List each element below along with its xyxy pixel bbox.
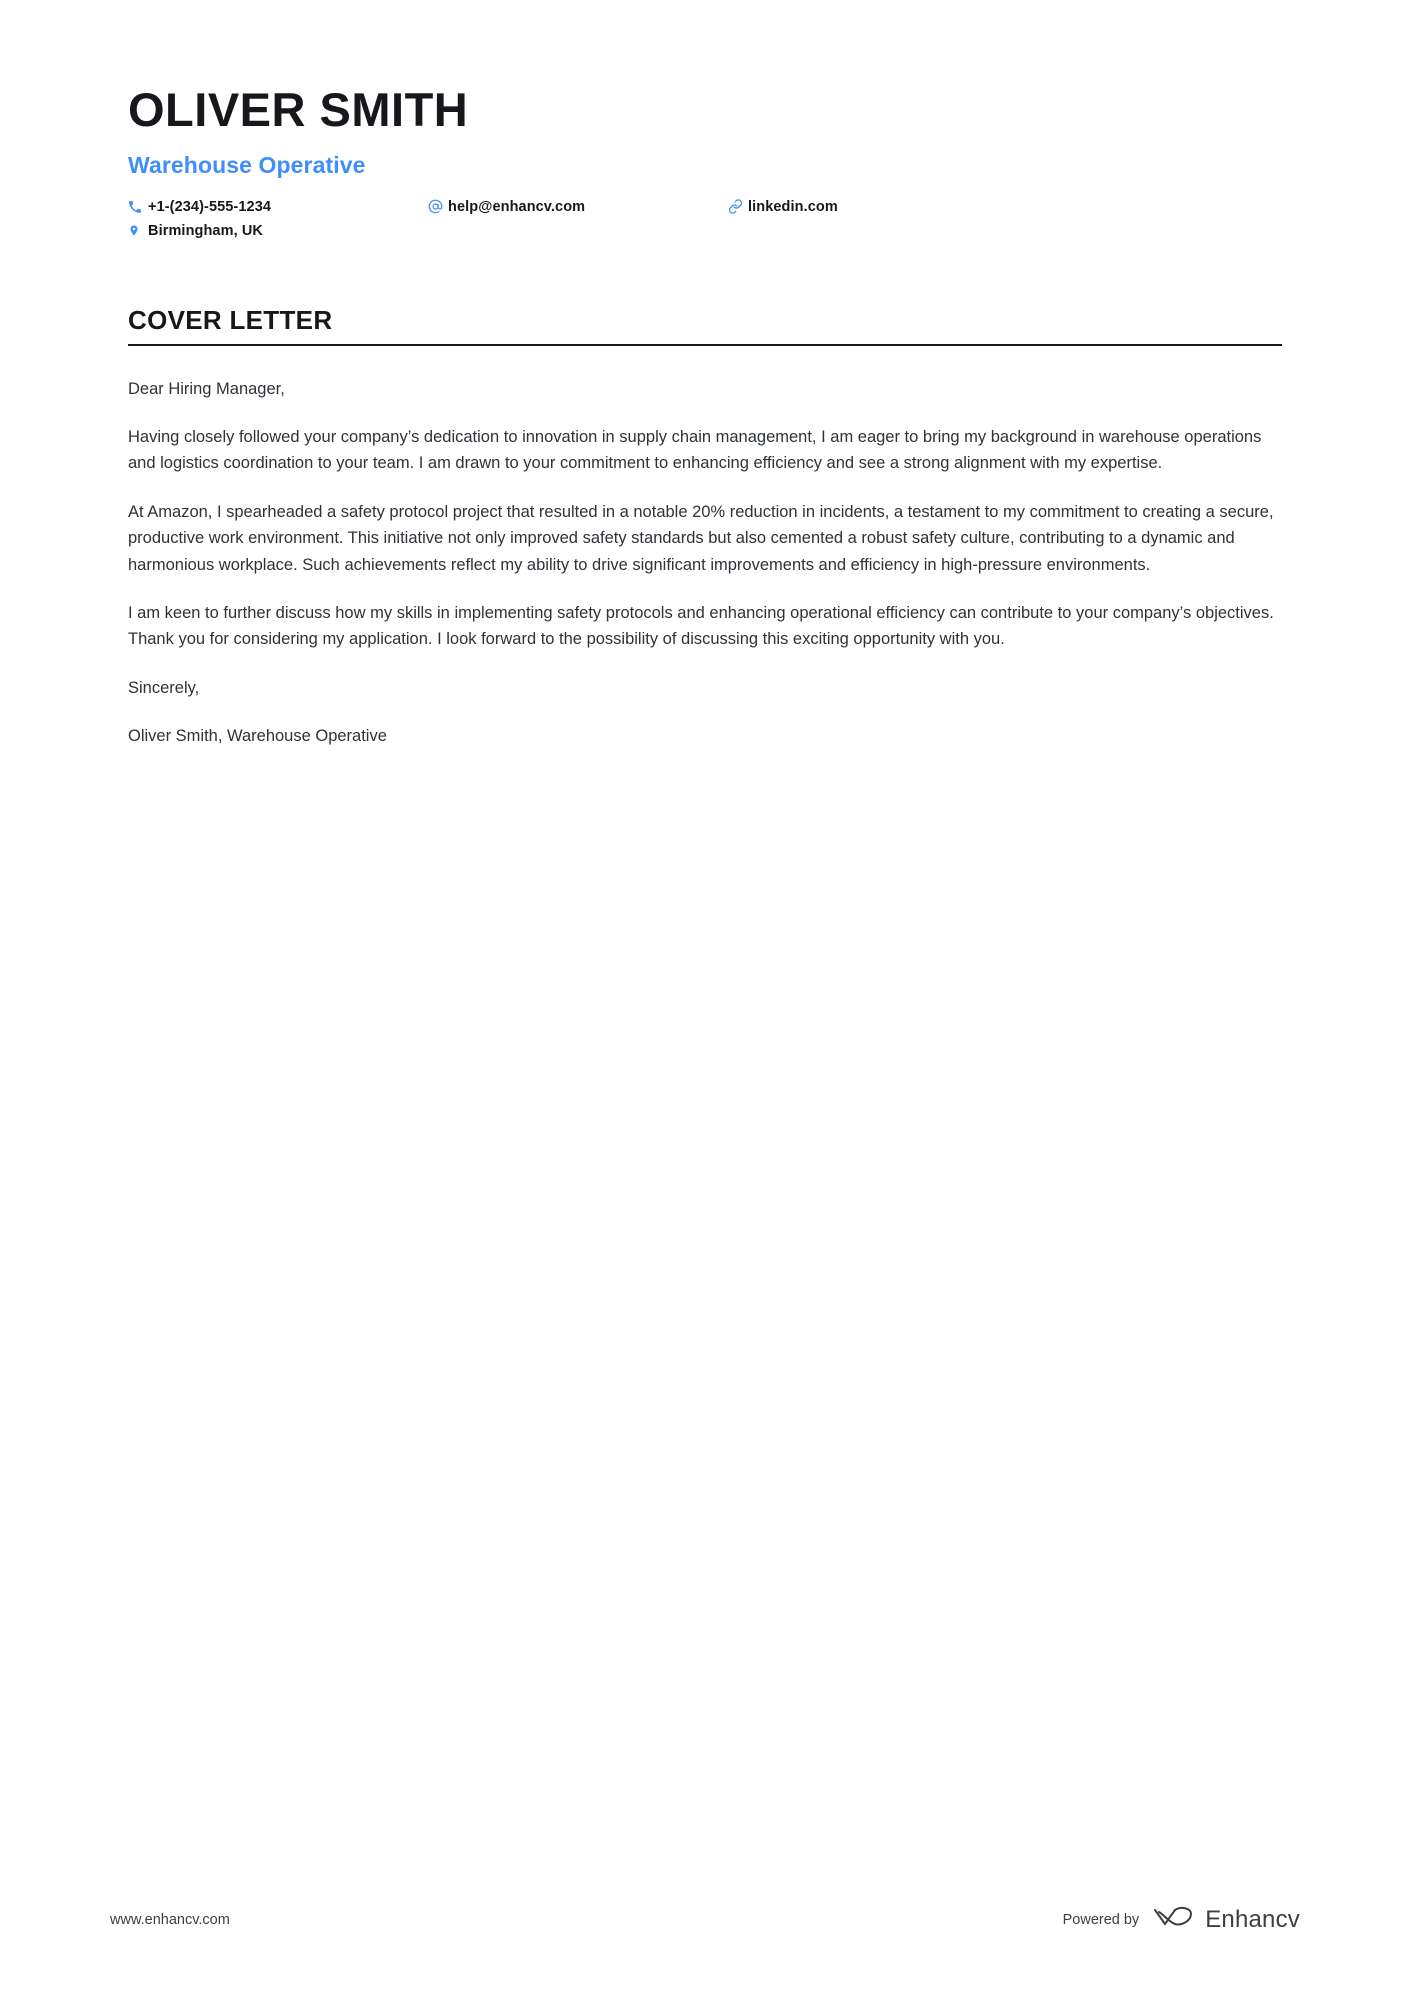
powered-by-label: Powered by — [1062, 1911, 1140, 1928]
contact-email-text: help@enhancv.com — [448, 198, 586, 215]
enhancv-infinity-logo — [1151, 1904, 1195, 1935]
powered-by-block — [1063, 1904, 1300, 1935]
phone-icon — [128, 200, 148, 214]
contact-link[interactable] — [728, 199, 1028, 215]
contact-row-secondary — [128, 223, 1282, 239]
contact-email[interactable] — [428, 199, 728, 215]
at-sign-icon — [428, 199, 448, 214]
resume-header — [128, 0, 1282, 239]
contact-location-text: Birmingham, UK — [148, 222, 263, 239]
page-footer — [110, 1904, 1300, 1935]
map-pin-icon — [128, 223, 148, 238]
contact-link-text: linkedin.com — [748, 198, 838, 215]
letter-closing: Sincerely, — [128, 678, 200, 697]
link-icon — [728, 199, 748, 214]
letter-paragraph-2: At Amazon, I spearheaded a safety protocol project that resulted in a notable 20% reduction in incidents, a testament to my commitment to creating a secure, productive work environment. This initiative not only improved safety standards but also cemented a robust safety culture, contributing to a dynamic and harmonious workplace. Such achievements reflect my ability to drive significant improvements and efficiency in high-pressure environments. — [128, 502, 1274, 574]
letter-salutation: Dear Hiring Manager, — [128, 379, 285, 398]
contact-details — [128, 199, 1282, 239]
cover-letter-section — [128, 305, 1282, 750]
cover-letter-body — [128, 376, 1282, 750]
contact-phone-text: +1-(234)-555-1234 — [148, 198, 272, 215]
letter-signature: Oliver Smith, Warehouse Operative — [128, 727, 387, 746]
enhancv-brand-name: Enhancv — [1205, 1905, 1300, 1933]
section-heading: COVER LETTER — [128, 305, 1282, 346]
job-title: Warehouse Operative — [128, 151, 366, 178]
contact-row-primary — [128, 199, 1282, 215]
footer-website-url[interactable]: www.enhancv.com — [110, 1911, 230, 1928]
contact-location — [128, 223, 428, 239]
contact-phone[interactable] — [128, 199, 428, 215]
page-title: OLIVER SMITH — [128, 83, 469, 136]
letter-paragraph-1: Having closely followed your company’s dedication to innovation in supply chain management, I am eager to bring my background in warehouse operations and logistics coordination to your team. I am drawn to your commitment to enhancing efficiency and see a strong alignment with my expertise. — [128, 428, 1262, 473]
enhancv-brand[interactable] — [1151, 1904, 1300, 1935]
letter-paragraph-3: I am keen to further discuss how my skills in implementing safety protocols and enhancing operational efficiency can contribute to your company’s objectives. Thank you for considering my application. I look forward to the possibility of discussing this exciting opportunity with you. — [128, 604, 1274, 649]
